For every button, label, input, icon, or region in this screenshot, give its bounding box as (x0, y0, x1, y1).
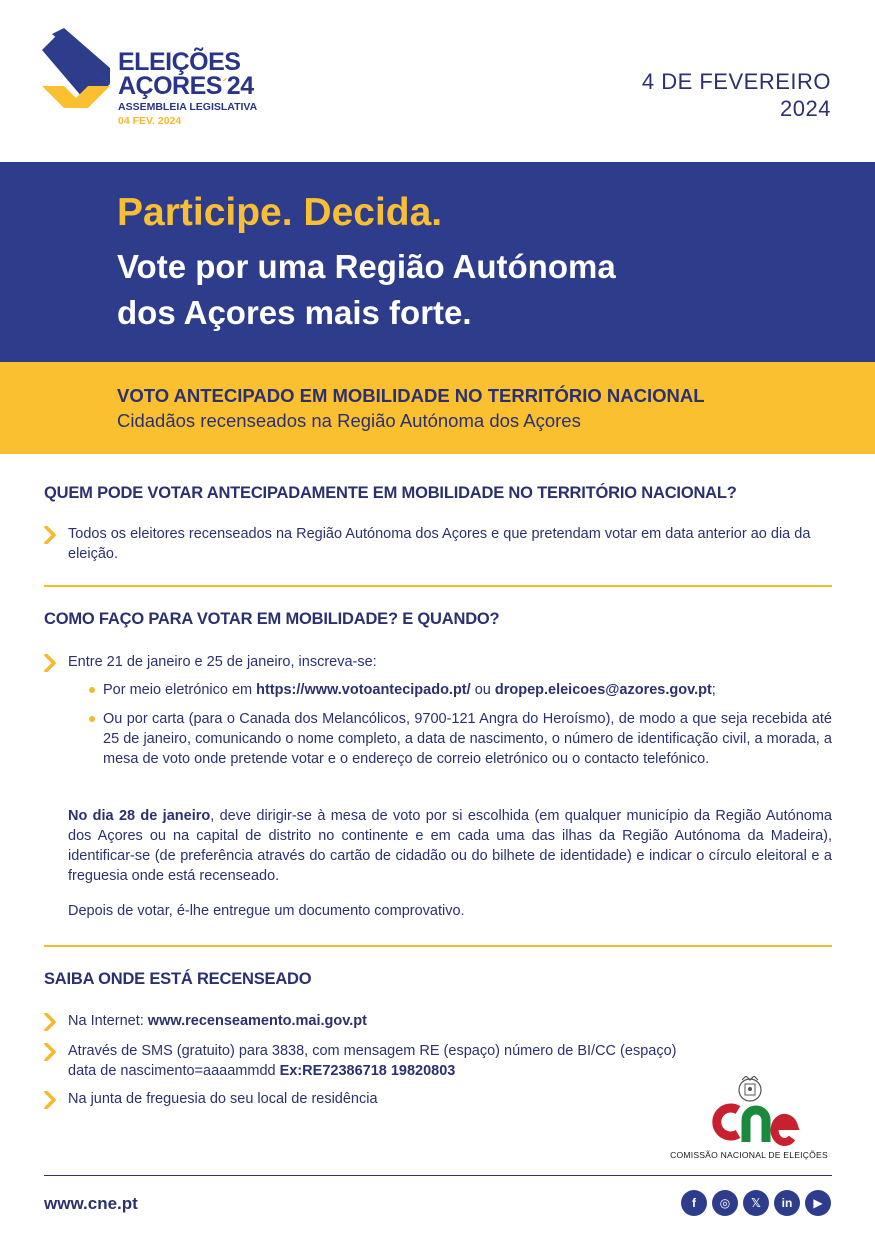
chevron-right-icon (44, 1043, 56, 1061)
where-internet-label: Na Internet: (68, 1013, 148, 1029)
topic-subtitle: Cidadãos recenseados na Região Autónoma dos Açores (117, 410, 581, 431)
section-how-title: COMO FAÇO PARA VOTAR EM MOBILIDADE? E QUANDO? (44, 610, 500, 628)
election-date-day: 4 DE FEVEREIRO (641, 69, 831, 94)
section-where-title: SAIBA ONDE ESTÁ RECENSEADO (44, 970, 312, 988)
sub-item-electronic-text (103, 680, 832, 700)
header (0, 0, 875, 162)
vote-day-rest: , deve dirigir-se à mesa de voto por si escolhida (em qualquer município da Região Autónoma dos Açores ou na capital de distrito no continente e em cada uma das ilhas da Região Autónoma da Madeira), identificar-se (de preferência através do cartão de cidadão ou do bilhete de identidade) e indicar o círculo eleitoral e a freguesia onde está recenseado. (68, 808, 832, 884)
where-item-parish-text: Na junta de freguesia do seu local de residência (68, 1091, 378, 1107)
vote-day-paragraph (68, 806, 832, 886)
recenseamento-link[interactable]: www.recenseamento.mai.gov.pt (147, 1013, 367, 1029)
voto-antecipado-link[interactable]: https://www.votoantecipado.pt/ (256, 682, 471, 698)
chevron-right-icon (44, 654, 56, 672)
logo-region: AÇORES (118, 72, 222, 100)
vote-day-date: No dia 28 de janeiro (68, 808, 211, 824)
election-logo-text (118, 50, 257, 127)
logo-date: 04 FEV. 2024 (118, 115, 182, 127)
topic-title: VOTO ANTECIPADO EM MOBILIDADE NO TERRITÓRIO NACIONAL (117, 385, 705, 406)
sub-item-letter (89, 709, 832, 769)
chevron-right-icon (44, 1013, 56, 1031)
logo-subtitle: ASSEMBLEIA LEGISLATIVA (118, 101, 258, 113)
logo-line-1: ELEIÇÕES (118, 48, 241, 76)
hero-headline: Participe. Decida. (117, 191, 443, 234)
election-logo-icon (42, 28, 114, 116)
sub-item-electronic-pre: Por meio eletrónico em (103, 682, 257, 698)
x-twitter-icon[interactable]: 𝕏 (743, 1190, 769, 1216)
cne-emblem-icon (666, 1076, 832, 1148)
chevron-right-icon (44, 1091, 56, 1109)
section-divider (44, 585, 832, 587)
hero-subline-1: Vote por uma Região Autónoma (117, 248, 616, 285)
cne-website-link[interactable]: www.cne.pt (44, 1194, 138, 1213)
cne-logo (666, 1076, 832, 1166)
where-item-sms (44, 1041, 832, 1081)
section-who-text: Todos os eleitores recenseados na Região Autónoma dos Açores e que pretendam votar em data anterior ao dia da eleição. (68, 526, 811, 562)
logo-year: 24 (226, 72, 254, 100)
linkedin-icon[interactable]: in (774, 1190, 800, 1216)
sms-line-2-pre: data de nascimento=aaaammdd (68, 1063, 280, 1079)
youtube-icon[interactable]: ▶ (805, 1190, 831, 1216)
section-divider (44, 945, 832, 947)
election-date (642, 68, 831, 122)
hero-subline-2: dos Açores mais forte. (117, 294, 472, 331)
instagram-icon[interactable]: ◎ (712, 1190, 738, 1216)
footer-divider (44, 1175, 832, 1176)
chevron-right-icon (44, 526, 56, 544)
hero-subline (117, 244, 797, 336)
social-links (681, 1190, 831, 1216)
election-date-year: 2024 (780, 96, 831, 121)
sub-item-letter-text: Ou por carta (para o Canada dos Melancólicos, 9700-121 Angra do Heroísmo), de modo a que seja recebida até 25 de janeiro, comunicando o nome completo, a data de nascimento, o número de identificação civil, a morada, a mesa de voto onde pretende votar e o endereço de correio eletrónico ou o contacto telefónico. (103, 711, 832, 767)
bullet-dot-icon (89, 716, 95, 722)
topic-band (0, 362, 875, 454)
section-how-item (44, 652, 832, 672)
sub-item-electronic (89, 680, 832, 700)
logo-line-2: AÇORES´24 (118, 72, 254, 100)
dropep-email-link[interactable]: dropep.eleicoes@azores.gov.pt (494, 682, 712, 698)
sms-line-1: Através de SMS (gratuito) para 3838, com mensagem RE (espaço) número de BI/CC (espaço) (68, 1043, 677, 1059)
sms-example: Ex:RE72386718 19820803 (279, 1063, 456, 1079)
where-item-sms-text (68, 1041, 832, 1081)
cne-caption: COMISSÃO NACIONAL DE ELEIÇÕES (670, 1150, 828, 1160)
hero-banner (0, 162, 875, 362)
receipt-paragraph: Depois de votar, é-lhe entregue um documento comprovativo. (68, 903, 465, 919)
section-who-title: QUEM PODE VOTAR ANTECIPADAMENTE EM MOBILIDADE NO TERRITÓRIO NACIONAL? (44, 484, 737, 502)
sub-item-electronic-mid: ou (470, 682, 495, 698)
bullet-dot-icon (89, 687, 95, 693)
section-how-text: Entre 21 de janeiro e 25 de janeiro, inscreva-se: (68, 654, 377, 670)
where-item-internet-text (68, 1011, 832, 1031)
sub-item-electronic-end: ; (711, 682, 716, 698)
section-who-item (44, 524, 832, 564)
facebook-icon[interactable]: f (681, 1190, 707, 1216)
where-item-internet (44, 1011, 832, 1031)
